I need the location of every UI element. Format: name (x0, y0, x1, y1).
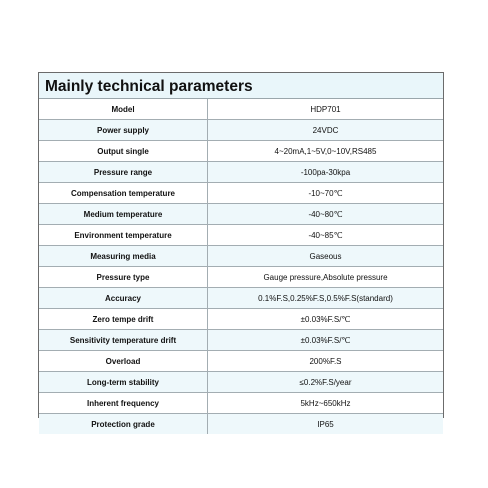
param-name: Model (39, 99, 208, 120)
table-row (39, 99, 443, 120)
table-row (39, 204, 443, 225)
param-value: 5kHz~650kHz (208, 393, 444, 414)
param-name: Protection grade (39, 414, 208, 435)
table-row (39, 414, 443, 435)
param-value: ≤0.2%F.S/year (208, 372, 444, 393)
table-row (39, 141, 443, 162)
table-row (39, 120, 443, 141)
table-row (39, 267, 443, 288)
param-value: -40~85℃ (208, 225, 444, 246)
table-row (39, 393, 443, 414)
param-name: Measuring media (39, 246, 208, 267)
param-name: Pressure range (39, 162, 208, 183)
param-value: 4~20mA,1~5V,0~10V,RS485 (208, 141, 444, 162)
table-row (39, 246, 443, 267)
param-value: ±0.03%F.S/℃ (208, 309, 444, 330)
param-name: Compensation temperature (39, 183, 208, 204)
param-name: Environment temperature (39, 225, 208, 246)
table-title: Mainly technical parameters (39, 73, 443, 99)
param-value: 24VDC (208, 120, 444, 141)
param-value: IP65 (208, 414, 444, 435)
param-name: Pressure type (39, 267, 208, 288)
table-row (39, 330, 443, 351)
table-row (39, 288, 443, 309)
param-value: ±0.03%F.S/℃ (208, 330, 444, 351)
table-row (39, 225, 443, 246)
param-name: Output single (39, 141, 208, 162)
table-row (39, 183, 443, 204)
param-value: HDP701 (208, 99, 444, 120)
param-value: 200%F.S (208, 351, 444, 372)
table-row (39, 162, 443, 183)
param-name: Zero tempe drift (39, 309, 208, 330)
spec-table (39, 99, 443, 434)
param-value: -10~70℃ (208, 183, 444, 204)
param-value: -40~80℃ (208, 204, 444, 225)
param-value: Gauge pressure,Absolute pressure (208, 267, 444, 288)
table-row (39, 351, 443, 372)
param-name: Long-term stability (39, 372, 208, 393)
param-value: 0.1%F.S,0.25%F.S,0.5%F.S(standard) (208, 288, 444, 309)
param-value: Gaseous (208, 246, 444, 267)
table-row (39, 372, 443, 393)
param-name: Sensitivity temperature drift (39, 330, 208, 351)
param-name: Power supply (39, 120, 208, 141)
param-name: Inherent frequency (39, 393, 208, 414)
param-name: Overload (39, 351, 208, 372)
param-name: Medium temperature (39, 204, 208, 225)
table-row (39, 309, 443, 330)
param-name: Accuracy (39, 288, 208, 309)
param-value: -100pa-30kpa (208, 162, 444, 183)
spec-table-card (38, 72, 444, 429)
